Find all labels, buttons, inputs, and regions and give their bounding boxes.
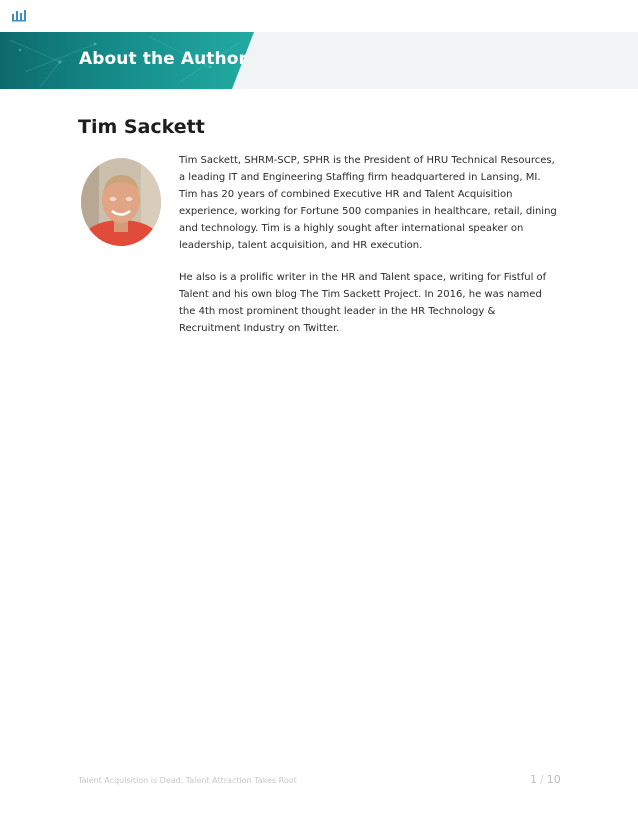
banner-title: About the Author bbox=[79, 49, 247, 69]
bar-chart-logo-icon bbox=[12, 10, 26, 22]
author-photo bbox=[81, 158, 161, 246]
page-current: 1 bbox=[530, 773, 537, 786]
page-total: 10 bbox=[546, 773, 561, 786]
section-banner bbox=[0, 32, 638, 89]
author-bio bbox=[179, 153, 559, 354]
author-name: Tim Sackett bbox=[78, 116, 205, 138]
footer-document-title: Talent Acquisition is Dead. Talent Attraction Takes Root bbox=[78, 776, 297, 785]
page-number bbox=[530, 773, 561, 786]
page-separator: / bbox=[540, 773, 544, 786]
bio-paragraph: He also is a prolific writer in the HR and Talent space, writing for Fistful of Talent and his own blog The Tim Sackett Project. In 2016, he was named the 4th most prominent thought leader in the HR Technology & Recruitment Industry on Twitter. bbox=[179, 272, 547, 335]
bio-paragraph: Tim Sackett, SHRM-SCP, SPHR is the President of HRU Technical Resources, a leading IT and Engineering Staffing firm headquartered in Lansing, MI. Tim has 20 years of combined Executive HR and Talent Acquisition experience, working for Fortune 500 companies in healthcare, retail, dining and technology. Tim is a highly sought after international speaker on leadership, talent acquisition, and HR execution. bbox=[179, 155, 557, 251]
